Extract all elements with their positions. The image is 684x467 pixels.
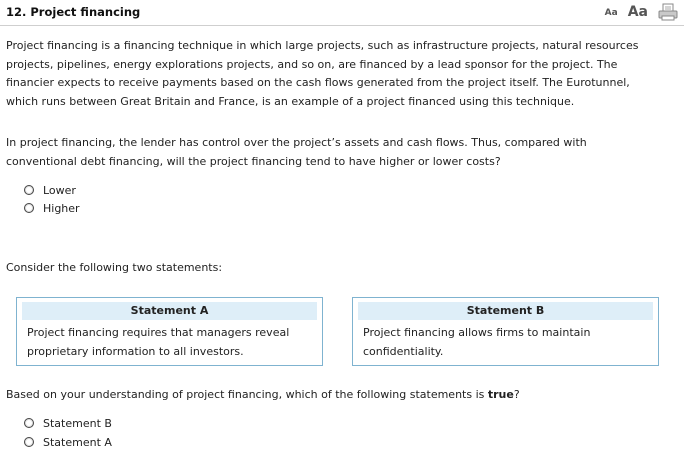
option-label: Statement B bbox=[43, 416, 112, 430]
question-1-prompt bbox=[6, 134, 670, 171]
prompt-text: Based on your understanding of project financing, which of the following statements is bbox=[6, 388, 488, 401]
prompt-emphasis: true bbox=[487, 388, 514, 401]
question-2-prompt bbox=[6, 386, 670, 405]
text-tools bbox=[605, 2, 678, 22]
statement-a-box bbox=[16, 297, 323, 366]
question-header bbox=[0, 0, 684, 26]
increase-font-button[interactable]: Aa bbox=[627, 4, 648, 20]
intro-line: which runs between Great Britain and France, is an example of a project financed using this technique. bbox=[6, 94, 575, 108]
question-title: 12. Project financing bbox=[6, 5, 141, 19]
statement-b-text bbox=[353, 320, 658, 361]
statement-line: Project financing requires that managers reveal bbox=[27, 326, 290, 339]
prompt-suffix: ? bbox=[513, 388, 520, 401]
option-label: Higher bbox=[43, 201, 80, 215]
option-label: Statement A bbox=[43, 435, 112, 449]
intro-paragraph bbox=[6, 37, 670, 111]
radio-button[interactable] bbox=[24, 185, 34, 195]
intro-line: Project financing is a financing technique in which large projects, such as infrastructure projects, natural resources bbox=[6, 39, 639, 52]
intro-line: projects, pipelines, energy explorations projects, and so on, are financed by a lead sponsor for the project. The bbox=[6, 57, 618, 71]
statement-b-title: Statement B bbox=[358, 302, 653, 320]
statement-a-title: Statement A bbox=[22, 302, 317, 320]
print-icon[interactable] bbox=[658, 3, 678, 21]
radio-button[interactable] bbox=[24, 203, 34, 213]
option-lower[interactable] bbox=[24, 182, 76, 198]
radio-button[interactable] bbox=[24, 437, 34, 447]
statement-a-text bbox=[17, 320, 322, 361]
prompt-line: In project financing, the lender has control over the project’s assets and cash flows. Thus, compared with bbox=[6, 136, 587, 149]
intro-line: financier expects to receive payments based on the cash flows generated from the project itself. The Eurotunnel, bbox=[6, 76, 630, 89]
option-statement-b[interactable] bbox=[24, 415, 112, 431]
statement-line: Project financing allows firms to maintain bbox=[363, 326, 591, 339]
prompt-line: conventional debt financing, will the project financing tend to have higher or lower costs? bbox=[6, 154, 501, 168]
option-statement-a[interactable] bbox=[24, 434, 112, 450]
statement-b-box bbox=[352, 297, 659, 366]
option-higher[interactable] bbox=[24, 200, 80, 216]
radio-button[interactable] bbox=[24, 418, 34, 428]
option-label: Lower bbox=[43, 183, 76, 197]
statement-line: proprietary information to all investors. bbox=[27, 345, 244, 358]
statement-line: confidentiality. bbox=[363, 345, 444, 358]
decrease-font-button[interactable]: Aa bbox=[604, 8, 618, 18]
consider-text: Consider the following two statements: bbox=[6, 261, 223, 274]
